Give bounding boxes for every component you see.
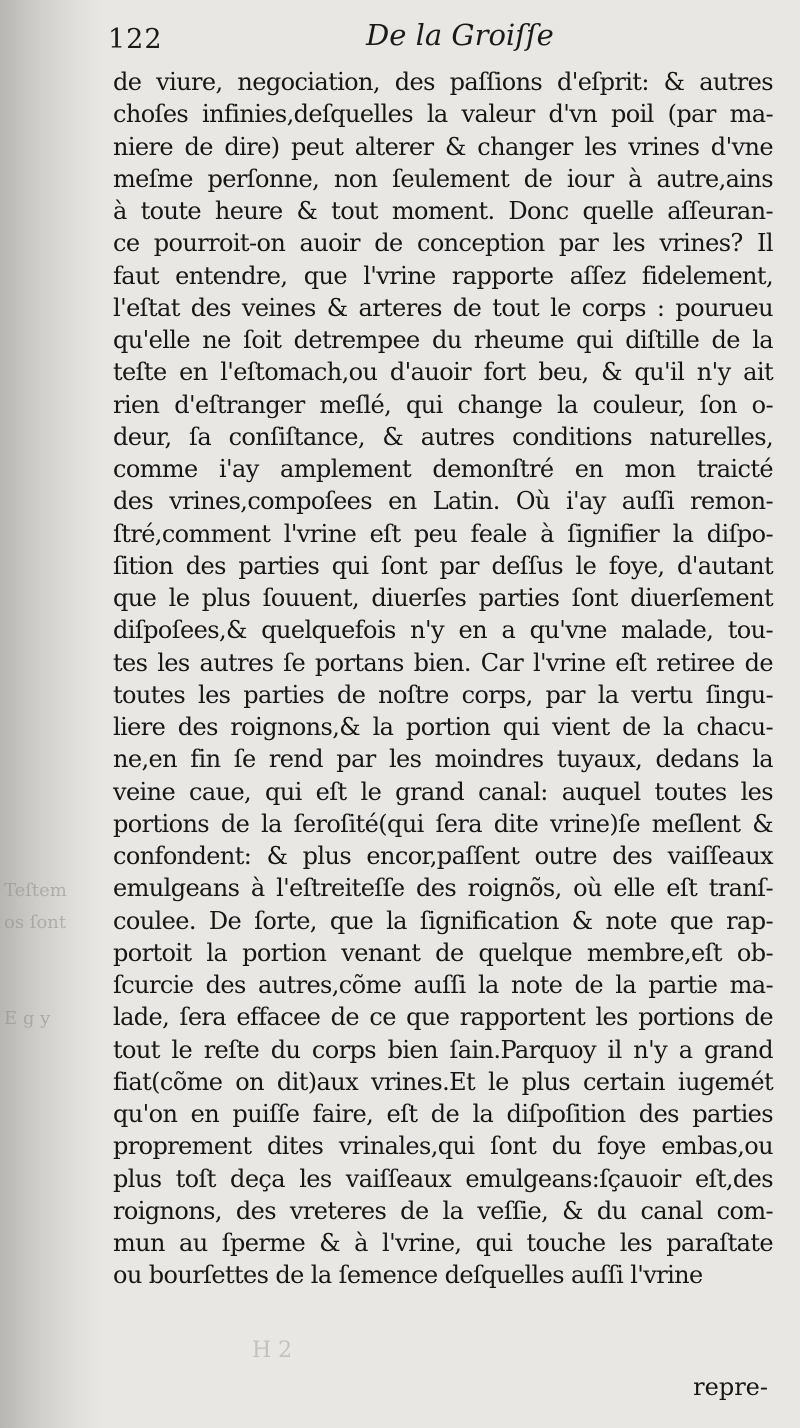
text-line: ce pourroit-on auoir de conception par les vrines? Il	[113, 229, 773, 258]
text-line: l'eſtat des veines & arteres de tout le corps : pourueu	[113, 293, 773, 322]
page-number: 122	[108, 24, 163, 55]
text-line: plus toſt deça les vaiſſeaux emulgeans:ſçauoir eſt,des	[113, 1164, 773, 1193]
text-line: portoit la portion venant de quelque membre,eſt ob-	[113, 938, 773, 967]
text-line: meſme perſonne, non ſeulement de iour à autre,ains	[113, 164, 773, 193]
catchword: repre-	[693, 1373, 768, 1401]
text-line: ne,en fin ſe rend par les moindres tuyaux, dedans la	[113, 745, 773, 774]
text-line: liere des roignons,& la portion qui vient de la chacu-	[113, 713, 773, 741]
text-line: ſtré,comment l'vrine eſt peu feale à ſignifier la diſpo-	[113, 519, 773, 548]
text-line: des vrines,compoſees en Latin. Où i'ay auſſi remon-	[113, 487, 773, 516]
bleed-line: os ſont	[4, 912, 67, 933]
text-line: ſition des parties qui ſont par deſſus le foye, d'autant	[113, 551, 773, 580]
text-line: lade, ſera effacee de ce que rapportent les portions de	[113, 1003, 773, 1032]
signature-mark: H 2	[252, 1338, 293, 1363]
text-line: tout le reſte du corps bien ſain.Parquoy il n'y a grand	[113, 1035, 773, 1064]
text-line: confondent: & plus encor,paſſent outre des vaiſſeaux	[113, 842, 773, 870]
bleed-line: Teſtem	[4, 880, 67, 901]
text-line: faut entendre, que l'vrine rapporte aſſez fidelement,	[113, 261, 773, 290]
text-line: qu'elle ne ſoit detrempee du rheume qui diſtille de la	[113, 326, 773, 354]
text-line: teſte en l'eſtomach,ou d'auoir fort beu, & qu'il n'y ait	[113, 358, 773, 387]
text-line: comme i'ay amplement demonſtré en mon traicté	[113, 455, 773, 483]
text-line: portions de la ſeroſité(qui ſera dite vrine)ſe meſlent &	[113, 809, 773, 838]
text-line: roignons, des vreteres de la veſſie, & du canal com-	[113, 1196, 773, 1225]
running-title: De la Groiſſe	[366, 18, 554, 52]
text-line: diſpoſees,& quelquefois n'y en a qu'vne malade, tou-	[113, 616, 773, 645]
body-text	[113, 66, 773, 1292]
text-line: niere de dire) peut alterer & changer les vrines d'vne	[113, 132, 773, 161]
text-line: à toute heure & tout moment. Donc quelle aſſeuran-	[113, 197, 773, 225]
text-line: que le plus ſouuent, diuerſes parties ſont diuerſement	[113, 584, 773, 612]
text-line: ou bourſettes de la ſemence deſquelles auſſi l'vrine	[113, 1261, 703, 1290]
text-line: proprement dites vrinales,qui ſont du foye embas,ou	[113, 1132, 773, 1161]
text-line: veine caue, qui eſt le grand canal: auquel toutes les	[113, 777, 773, 806]
bleed-line: E g y	[4, 1008, 51, 1029]
text-line: ſcurcie des autres,cõme auſſi la note de la partie ma-	[113, 971, 773, 999]
text-line: tes les autres ſe portans bien. Car l'vrine eſt retiree de	[113, 648, 773, 677]
text-line: toutes les parties de noſtre corps, par la vertu ſingu-	[113, 680, 773, 709]
text-line: de viure, negociation, des paſſions d'eſprit: & autres	[113, 68, 773, 96]
bleed-through-text	[0, 0, 100, 1428]
text-line: mun au ſperme & à l'vrine, qui touche les paraſtate	[113, 1229, 773, 1257]
text-line: fiat(cõme on dit)aux vrines.Et le plus certain iugemét	[113, 1067, 773, 1096]
text-line: rien d'eſtranger meſlé, qui change la couleur, ſon o-	[113, 390, 773, 419]
text-line: choſes infinies,deſquelles la valeur d'vn poil (par ma-	[113, 100, 773, 129]
running-head	[108, 18, 768, 58]
text-line: qu'on en puiſſe faire, eſt de la diſpoſition des parties	[113, 1100, 773, 1128]
text-line: deur, ſa conſiſtance, & autres conditions naturelles,	[113, 422, 773, 451]
text-line: coulee. De ſorte, que la ſignification & note que rap-	[113, 906, 773, 935]
text-line: emulgeans à l'eſtreiteſſe des roignõs, où elle eſt tranſ-	[113, 874, 773, 903]
